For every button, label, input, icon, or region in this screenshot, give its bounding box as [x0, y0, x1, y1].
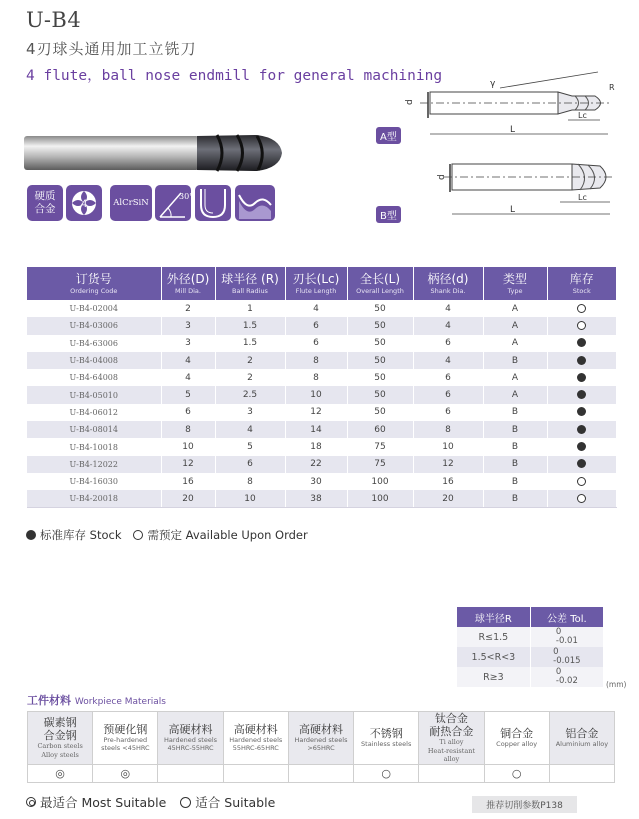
- four-flute-icon: [66, 185, 102, 221]
- hard-alloy-label: 硬质合金: [34, 190, 56, 215]
- cell-l: 60: [347, 421, 413, 438]
- table-row: [27, 404, 616, 421]
- cell-d: 6: [413, 369, 483, 386]
- cell-r: 8: [215, 473, 285, 490]
- suitability-cell: [158, 764, 223, 782]
- material-name-en: Hardened steels 45HRC-55HRC: [164, 735, 218, 753]
- cutting-params-ref: 推荐切削参数P138: [472, 796, 577, 813]
- material-name: 碳素钢 合金钢: [43, 716, 77, 743]
- tol-row: 1.5<R<3 0 -0.015: [457, 647, 604, 667]
- stock-dot-icon: [577, 459, 586, 468]
- cell-type: A: [483, 300, 547, 317]
- cell-r: 5: [215, 438, 285, 455]
- material-name: 铜合金: [500, 727, 534, 740]
- cell-d: 5: [161, 386, 215, 403]
- endmill-photo: [22, 130, 284, 176]
- cell-l: 75: [347, 438, 413, 455]
- cell-code: U-B4-16030: [27, 473, 161, 490]
- table-row: [27, 317, 616, 334]
- coating-badge: [110, 185, 152, 221]
- stock-dot-icon: [577, 373, 586, 382]
- spec-table: [27, 267, 617, 508]
- order-circle-icon: [577, 477, 586, 486]
- cell-type: B: [483, 456, 547, 473]
- material-name: 不锈钢: [369, 727, 403, 740]
- stock-dot-icon: [577, 356, 586, 365]
- stock-dot-icon: [26, 530, 36, 540]
- cell-stock: [547, 369, 616, 386]
- spec-header-row: [27, 267, 616, 300]
- label-lc: Lc: [578, 111, 587, 120]
- cell-type: A: [483, 386, 547, 403]
- col-type: 类型 Type: [483, 267, 547, 300]
- cell-code: U-B4-04008: [27, 352, 161, 369]
- cell-lc: 8: [285, 369, 347, 386]
- cell-r: 1: [215, 300, 285, 317]
- tol-col-tol: 公差 Tol.: [530, 607, 603, 627]
- cell-stock: [547, 404, 616, 421]
- cell-type: B: [483, 473, 547, 490]
- cell-d: 20: [413, 490, 483, 507]
- table-row: [27, 369, 616, 386]
- material-name-en: Pre-hardened steels <45HRC: [101, 735, 150, 753]
- col-ball-radius: 球半径 (R) Ball Radius: [215, 267, 285, 300]
- cell-d: 8: [413, 421, 483, 438]
- cell-l: 50: [347, 335, 413, 352]
- cell-type: B: [483, 490, 547, 507]
- cell-d: 4: [161, 352, 215, 369]
- cell-l: 50: [347, 369, 413, 386]
- material-cell: [288, 712, 353, 765]
- stock-dot-icon: [577, 338, 586, 347]
- col-flute-length: 刃长(Lc) Flute Length: [285, 267, 347, 300]
- cell-stock: [547, 317, 616, 334]
- cell-d: 8: [161, 421, 215, 438]
- workpiece-title: 工件材料 Workpiece Materials: [27, 694, 166, 707]
- cell-code: U-B4-06012: [27, 404, 161, 421]
- cell-stock: [547, 335, 616, 352]
- material-name-en: Copper alloy: [496, 740, 538, 748]
- cell-l: 75: [347, 456, 413, 473]
- stock-dot-icon: [577, 390, 586, 399]
- label-r: R: [609, 83, 615, 92]
- cell-r: 2: [215, 369, 285, 386]
- cell-lc: 6: [285, 335, 347, 352]
- table-row: [27, 490, 616, 507]
- cell-code: U-B4-20018: [27, 490, 161, 507]
- cell-d: 6: [413, 386, 483, 403]
- cell-d: 4: [161, 369, 215, 386]
- cell-type: B: [483, 421, 547, 438]
- material-name: 铝合金: [565, 727, 599, 740]
- cell-lc: 30: [285, 473, 347, 490]
- angle-value: 30°: [179, 192, 194, 201]
- legend-order-label: 需预定 Available Upon Order: [147, 528, 308, 542]
- material-cell: [223, 712, 288, 765]
- cell-lc: 14: [285, 421, 347, 438]
- flute-count: 4: [80, 198, 88, 210]
- label-angle: γ: [490, 79, 496, 89]
- legend-most-label: 最适合 Most Suitable: [40, 795, 167, 810]
- cell-d: 4: [413, 352, 483, 369]
- workpiece-marks-row: [28, 764, 615, 782]
- table-row: [27, 300, 616, 317]
- label-l-b: L: [510, 205, 516, 215]
- cell-type: A: [483, 369, 547, 386]
- cell-lc: 6: [285, 317, 347, 334]
- legend-suitable-label: 适合 Suitable: [195, 795, 276, 810]
- cell-r: 2.5: [215, 386, 285, 403]
- stock-dot-icon: [577, 442, 586, 451]
- cell-r: 1.5: [215, 335, 285, 352]
- cell-lc: 4: [285, 300, 347, 317]
- cell-d: 3: [161, 317, 215, 334]
- cell-code: U-B4-05010: [27, 386, 161, 403]
- most-suitable-icon: [26, 797, 36, 807]
- stock-legend: [26, 527, 308, 543]
- helix-angle-icon: [155, 185, 194, 221]
- table-row: [27, 438, 616, 455]
- label-d-b: d: [437, 174, 447, 180]
- suitability-cell: ◎: [93, 764, 158, 782]
- cell-r: 10: [215, 490, 285, 507]
- stock-dot-icon: [577, 425, 586, 434]
- cell-d: 12: [413, 456, 483, 473]
- material-name-en: Aluminium alloy: [555, 740, 609, 748]
- cell-l: 50: [347, 352, 413, 369]
- cell-stock: [547, 490, 616, 507]
- cell-d: 10: [413, 438, 483, 455]
- suitability-cell: [223, 764, 288, 782]
- order-circle-icon: [577, 494, 586, 503]
- cell-lc: 18: [285, 438, 347, 455]
- cell-l: 50: [347, 404, 413, 421]
- order-circle-icon: [577, 304, 586, 313]
- subtitle-chinese: 4刃球头通用加工立铣刀: [26, 40, 197, 58]
- cell-lc: 22: [285, 456, 347, 473]
- cell-l: 50: [347, 386, 413, 403]
- col-mill-dia: 外径(D) Mill Dia.: [161, 267, 215, 300]
- table-row: [27, 386, 616, 403]
- suitability-cell: [419, 764, 484, 782]
- cell-code: U-B4-08014: [27, 421, 161, 438]
- cell-type: B: [483, 352, 547, 369]
- table-row: [27, 456, 616, 473]
- cell-r: 2: [215, 352, 285, 369]
- label-l: L: [510, 125, 516, 135]
- col-ordering-code: 订货号 Ordering Code: [27, 267, 161, 300]
- cell-code: U-B4-02004: [27, 300, 161, 317]
- cell-lc: 38: [285, 490, 347, 507]
- table-row: [27, 421, 616, 438]
- suitable-icon: [180, 797, 191, 808]
- material-name: 高硬材料: [168, 722, 213, 736]
- surface-finish-icon: [235, 185, 275, 221]
- cell-stock: [547, 300, 616, 317]
- cell-code: U-B4-03006: [27, 317, 161, 334]
- material-name: 预硬化钢: [103, 722, 148, 736]
- cell-stock: [547, 456, 616, 473]
- cell-d: 20: [161, 490, 215, 507]
- cell-d: 4: [413, 300, 483, 317]
- stock-dot-icon: [577, 407, 586, 416]
- order-circle-icon: [133, 530, 143, 540]
- material-cell: [93, 712, 158, 765]
- workpiece-legend: [26, 793, 275, 811]
- cell-l: 100: [347, 473, 413, 490]
- label-lc-b: Lc: [578, 193, 587, 202]
- legend-stock-label: 标准库存 Stock: [40, 528, 122, 542]
- cell-lc: 8: [285, 352, 347, 369]
- tol-row: R≤1.5 0 -0.01: [457, 627, 604, 647]
- ball-nose-icon: [195, 185, 231, 221]
- cell-d: 6: [413, 404, 483, 421]
- cell-code: U-B4-63006: [27, 335, 161, 352]
- cell-l: 50: [347, 317, 413, 334]
- cell-d: 6: [413, 335, 483, 352]
- col-overall-length: 全长(L) Overall Length: [347, 267, 413, 300]
- cell-stock: [547, 352, 616, 369]
- cell-r: 3: [215, 404, 285, 421]
- cell-l: 100: [347, 490, 413, 507]
- cell-lc: 12: [285, 404, 347, 421]
- workpiece-header-row: [28, 712, 615, 765]
- cell-d: 10: [161, 438, 215, 455]
- material-cell: [419, 712, 484, 765]
- suitability-cell: [549, 764, 614, 782]
- suitability-cell: ○: [354, 764, 419, 782]
- material-cell: [354, 712, 419, 765]
- cell-type: A: [483, 335, 547, 352]
- tolerance-table: [457, 607, 604, 687]
- hard-alloy-badge: [27, 185, 63, 221]
- subtitle-english: 4 flute，ball nose endmill for general machining: [26, 68, 443, 84]
- type-a-badge: A型: [376, 127, 401, 144]
- cell-d: 2: [161, 300, 215, 317]
- material-name-en: Hardened steels 55HRC-65HRC: [229, 735, 283, 753]
- cell-type: A: [483, 317, 547, 334]
- coating-label: AlCrSiN: [113, 198, 149, 208]
- cell-code: U-B4-10018: [27, 438, 161, 455]
- tolerance-unit: (mm): [606, 680, 627, 689]
- cell-type: B: [483, 404, 547, 421]
- cell-code: U-B4-64008: [27, 369, 161, 386]
- material-name: 钛合金 耐热合金: [429, 712, 474, 738]
- col-shank-dia: 柄径(d) Shank Dia.: [413, 267, 483, 300]
- cell-code: U-B4-12022: [27, 456, 161, 473]
- table-row: [27, 335, 616, 352]
- cell-stock: [547, 421, 616, 438]
- col-stock: 库存 Stock: [547, 267, 616, 300]
- tol-row: R≥3 0 -0.02: [457, 667, 604, 687]
- cell-d: 16: [161, 473, 215, 490]
- tol-col-radius: 球半径R: [457, 607, 530, 627]
- table-row: [27, 473, 616, 490]
- cell-r: 1.5: [215, 317, 285, 334]
- material-name-en: Hardened steels >65HRC: [294, 735, 348, 753]
- material-cell: [549, 712, 614, 765]
- spec-body: [27, 300, 616, 508]
- order-circle-icon: [577, 321, 586, 330]
- cell-l: 50: [347, 300, 413, 317]
- cell-stock: [547, 438, 616, 455]
- material-name-en: Stainless steels: [361, 740, 412, 748]
- material-name-en: Carbon steels Alloy steels: [37, 742, 83, 759]
- product-title: U-B4: [26, 8, 82, 32]
- material-cell: [484, 712, 549, 765]
- material-name-en: Ti alloy Heat-resistant alloy: [427, 738, 476, 763]
- cell-d: 16: [413, 473, 483, 490]
- material-name: 高硬材料: [233, 722, 278, 736]
- table-row: [27, 352, 616, 369]
- cell-d: 3: [161, 335, 215, 352]
- material-cell: [158, 712, 223, 765]
- cell-lc: 10: [285, 386, 347, 403]
- label-d: d: [405, 99, 415, 105]
- material-cell: [28, 712, 93, 765]
- cell-type: B: [483, 438, 547, 455]
- cell-r: 6: [215, 456, 285, 473]
- type-b-badge: B型: [376, 206, 401, 223]
- suitability-cell: ◎: [28, 764, 93, 782]
- cell-stock: [547, 473, 616, 490]
- workpiece-table: [27, 711, 615, 783]
- cell-d: 6: [161, 404, 215, 421]
- cell-r: 4: [215, 421, 285, 438]
- cell-d: 4: [413, 317, 483, 334]
- cell-stock: [547, 386, 616, 403]
- material-name: 高硬材料: [298, 722, 343, 736]
- suitability-cell: [288, 764, 353, 782]
- cell-d: 12: [161, 456, 215, 473]
- suitability-cell: ○: [484, 764, 549, 782]
